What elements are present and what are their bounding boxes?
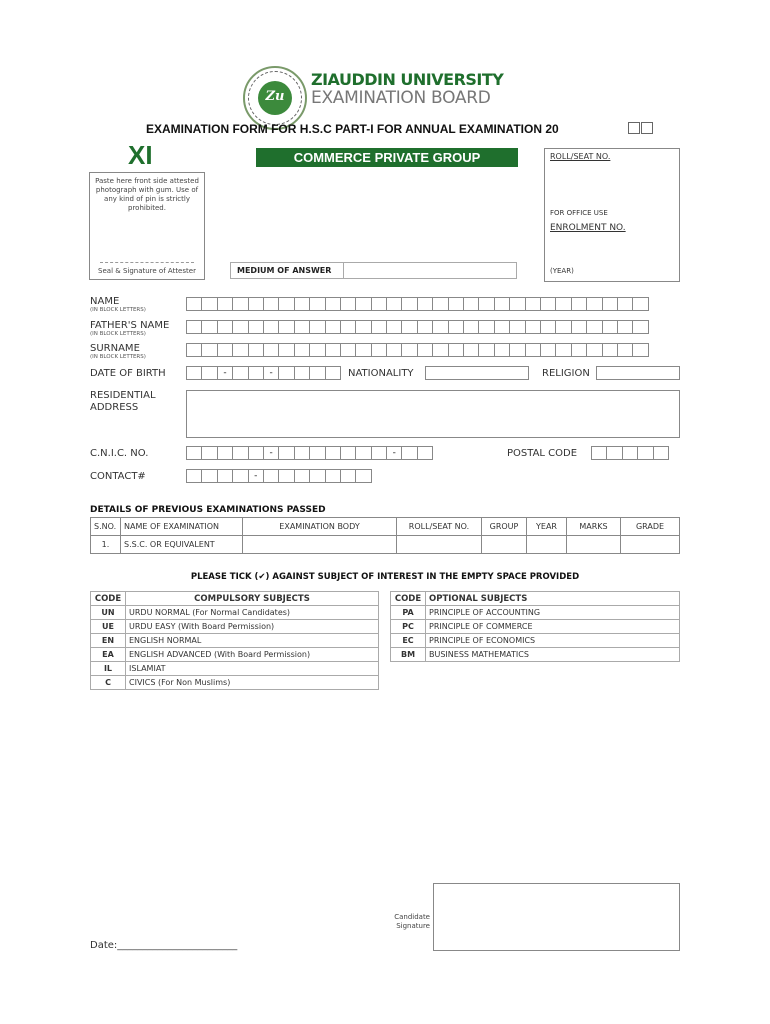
religion-label: RELIGION [542,368,590,379]
name-sublabel: (IN BLOCK LETTERS) [90,307,146,313]
table-row[interactable]: PA PRINCIPLE OF ACCOUNTING [391,606,680,620]
medium-field[interactable] [230,262,517,279]
father-name-label: FATHER'S NAME [90,320,170,331]
university-name: ZIAUDDIN UNIVERSITY [311,70,504,89]
postal-code-label: POSTAL CODE [507,448,578,459]
photo-box [89,172,205,280]
table-row[interactable]: PC PRINCIPLE OF COMMERCE [391,620,680,634]
table-row[interactable]: EC PRINCIPLE OF ECONOMICS [391,634,680,648]
name-input-boxes[interactable] [186,297,648,311]
father-name-input-boxes[interactable] [186,320,648,334]
table-row[interactable]: UE URDU EASY (With Board Permission) [91,620,379,634]
candidate-signature-box[interactable] [433,883,680,951]
cnic-input-boxes[interactable]: - - [186,446,432,460]
postal-code-input-boxes[interactable] [591,446,668,460]
contact-label: CONTACT# [90,471,146,482]
year-digit-box[interactable] [628,122,640,134]
address-label-line2: ADDRESS [90,402,139,413]
dob-label: DATE OF BIRTH [90,368,166,379]
form-title: EXAMINATION FORM FOR H.S.C PART-I FOR ANNUAL EXAMINATION 20 [146,122,559,136]
table-row: 1. S.S.C. OR EQUIVALENT [91,536,680,554]
medium-label: MEDIUM OF ANSWER [237,266,332,275]
signature-label: Signature [396,922,430,930]
university-logo [243,66,307,130]
subject-instruction: PLEASE TICK (✔) AGAINST SUBJECT OF INTEREST IN THE EMPTY SPACE PROVIDED [190,572,580,582]
roll-seat-label: ROLL/SEAT NO. [550,152,611,161]
previous-exams-heading: DETAILS OF PREVIOUS EXAMINATIONS PASSED [90,505,326,515]
candidate-label: Candidate [394,913,430,921]
photo-instructions: Paste here front side attested photograph with gum. Use of any kind of pin is strictly prohibited. [95,177,199,212]
optional-subjects-table: CODE OPTIONAL SUBJECTS PA PRINCIPLE OF ACCOUNTING PC PRINCIPLE OF COMMERCE EC PRINCIPLE OF ECONOMICS BM BUSINESS MATHEMATICS [390,591,680,662]
nationality-label: NATIONALITY [348,368,414,379]
surname-sublabel: (IN BLOCK LETTERS) [90,354,146,360]
previous-exams-table [90,517,680,554]
surname-label: SURNAME [90,343,140,354]
board-name: EXAMINATION BOARD [311,88,491,108]
table-row[interactable]: BM BUSINESS MATHEMATICS [391,648,680,662]
logo-text: Zu [265,89,285,104]
table-row[interactable]: EN ENGLISH NORMAL [91,634,379,648]
religion-input[interactable] [596,366,680,380]
office-use-label: FOR OFFICE USE [550,209,608,217]
grade-label: XI [128,140,153,170]
year-label: (YEAR) [550,267,574,275]
office-use-box [544,148,680,282]
name-label: NAME [90,296,120,307]
table-header-row: S.NO. NAME OF EXAMINATION EXAMINATION BODY ROLL/SEAT NO. GROUP YEAR MARKS GRADE [91,518,680,536]
table-row[interactable]: UN URDU NORMAL (For Normal Candidates) [91,606,379,620]
table-row[interactable]: EA ENGLISH ADVANCED (With Board Permission) [91,648,379,662]
compulsory-subjects-table: CODE COMPULSORY SUBJECTS UN URDU NORMAL (For Normal Candidates) UE URDU EASY (With Board Permission) EN ENGLISH NORMAL EA ENGLISH ADVANCED (With Board Permission) IL ISLAMIAT C CIVICS (For Non Muslims) [90,591,379,690]
table-row[interactable]: C CIVICS (For Non Muslims) [91,676,379,690]
surname-input-boxes[interactable] [186,343,648,357]
address-label-line1: RESIDENTIAL [90,390,156,401]
group-banner: COMMERCE PRIVATE GROUP [256,148,518,167]
cnic-label: C.N.I.C. NO. [90,448,149,459]
table-row[interactable]: IL ISLAMIAT [91,662,379,676]
year-digit-box[interactable] [641,122,653,134]
dob-input-boxes[interactable]: - - [186,366,340,380]
date-field[interactable]: Date:________________________ [90,940,238,951]
attester-seal-label: Seal & Signature of Attester [98,267,196,275]
nationality-input[interactable] [425,366,529,380]
contact-input-boxes[interactable]: - [186,469,371,483]
father-name-sublabel: (IN BLOCK LETTERS) [90,331,146,337]
address-input[interactable] [186,390,680,438]
enrolment-label: ENROLMENT NO. [550,223,626,233]
